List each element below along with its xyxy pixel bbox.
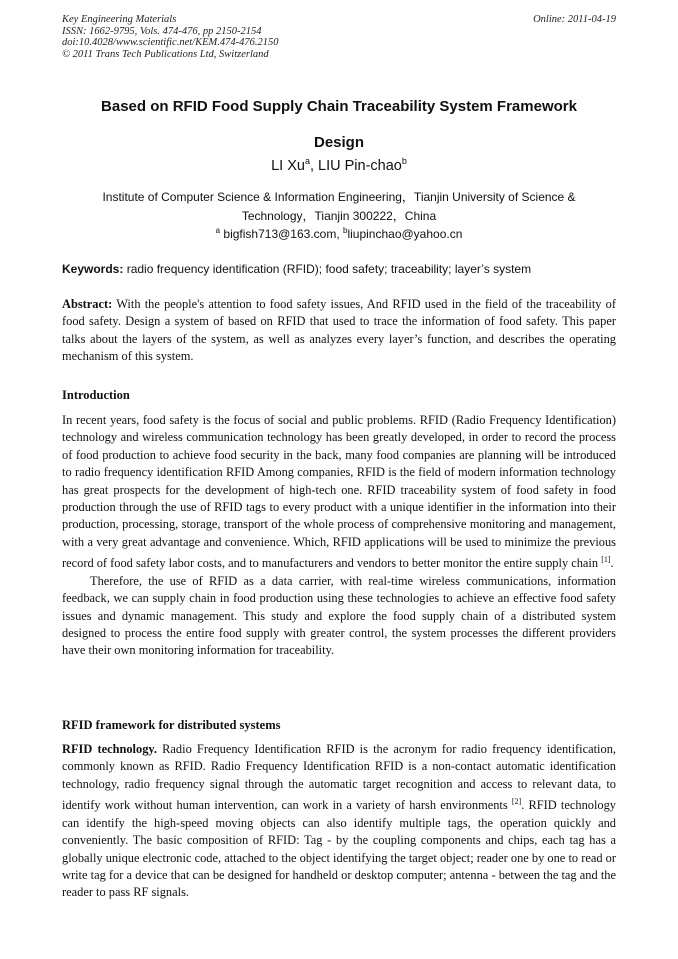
affiliation <box>62 188 616 226</box>
introduction-heading: Introduction <box>62 388 130 402</box>
rfid-text-b: . RFID technology can identify the high-speed moving objects can also identify multiple tags, the operation quickly and conveniently. The basic composition of RFID: Tag - by the coupling components and chips, each tag has a globally unique electronic code, attached to the object identifying the target object; reader one by one to read or write tag for a device that can be designed for handheld or desktop computer; antenna - between the tag and the reader to pass RF signals. <box>62 798 616 900</box>
journal-header <box>62 14 616 60</box>
rfid-text-a: Radio Frequency Identification RFID is the acronym for radio frequency identification, commonly known as RFID. Radio Frequency Identification RFID is a non-contact automatic identification technology, radio frequency signal through the automatic target recognition and access to relevant data, to identify work without human intervention, can work in a variety of harsh environments <box>62 742 616 813</box>
issn-line: ISSN: 1662-9795, Vols. 474-476, pp 2150-2154 <box>62 25 262 37</box>
rfid-technology-label: RFID technology. <box>62 742 157 756</box>
author-separator: , <box>309 157 319 174</box>
affiliation-line-2: Technology，Tianjin 300222，China <box>241 209 437 223</box>
journal-name: Key Engineering Materials <box>62 14 177 25</box>
intro-p1-text: In recent years, food safety is the focus of social and public problems. RFID (Radio Frequency Identification) technology and wireless communication technology has been greatly developed, in order to record the process of food production to achieve food security in the back, many food companies are planning will be introduced to radio frequency identification RFID Among companies, RFID is the field of modern information technology has great prospects for the development of high-tech one. RFID traceability system of food safety in food production through the use of RFID tags to every product with a unique identifier in the information into their production, processing, storage, transport of the whole process of comprehensive monitoring and management, with a very great advantage and convenience. Which, RFID applications will be used to minimize the previous record of food safety labor costs, and to manufacturers and vendors to better monitor the entire supply chain <box>62 413 616 571</box>
author-1: LI Xu <box>271 157 305 174</box>
online-date: Online: 2011-04-19 <box>533 14 616 25</box>
email-separator: , <box>336 227 343 241</box>
email-b-mark: b <box>343 226 348 235</box>
authors <box>0 156 678 174</box>
intro-paragraph-1 <box>62 412 616 573</box>
email-a[interactable]: bigfish713@163.com <box>223 227 337 241</box>
citation-2[interactable]: [2] <box>511 797 522 807</box>
emails <box>0 226 678 241</box>
title-line-1: Based on RFID Food Supply Chain Traceability System Framework <box>101 98 577 115</box>
intro-paragraph-2: Therefore, the use of RFID as a data carrier, with real-time wireless communications, information feedback, we can supply chain in food production using these technologies to achieve an effective food safety issues and dynamic management. This study and explore the food supply chain of a distributed system designed to process the entire food supply with greater control, the system processes the different providers have their own monitoring information for traceability. <box>62 573 616 658</box>
intro-p1-end: . <box>610 556 614 571</box>
rfid-framework-heading: RFID framework for distributed systems <box>62 718 281 732</box>
affiliation-line-1: Institute of Computer Science & Information Engineering，Tianjin University of Science & <box>102 190 576 204</box>
email-a-mark: a <box>215 226 221 235</box>
keywords <box>62 262 616 276</box>
keywords-text: radio frequency identification (RFID); food safety; traceability; layer’s system <box>126 262 532 276</box>
author-1-mark: a <box>304 156 310 166</box>
rfid-technology-paragraph <box>62 741 616 902</box>
paper-title <box>40 89 638 161</box>
title-line-2: Design <box>313 134 364 151</box>
email-b[interactable]: liupinchao@yahoo.cn <box>347 227 463 241</box>
abstract <box>62 296 616 366</box>
abstract-label: Abstract: <box>62 297 113 311</box>
copyright-line: © 2011 Trans Tech Publications Ltd, Switzerland <box>62 48 269 60</box>
doi-line: doi:10.4028/www.scientific.net/KEM.474-476.2150 <box>62 37 279 48</box>
author-2: LIU Pin-chao <box>318 157 402 174</box>
abstract-text: With the people's attention to food safety issues, And RFID used in the field of the traceability of food safety. Design a system of based on RFID that used to trace the information of food safety. This paper talks about the layers of the system, as well as analyzes every layer’s function, and describes the operating mechanism of this system. <box>62 297 616 364</box>
introduction-body <box>62 412 616 660</box>
citation-1[interactable]: [1] <box>601 555 611 565</box>
author-2-mark: b <box>401 156 407 166</box>
keywords-label: Keywords: <box>62 262 124 276</box>
